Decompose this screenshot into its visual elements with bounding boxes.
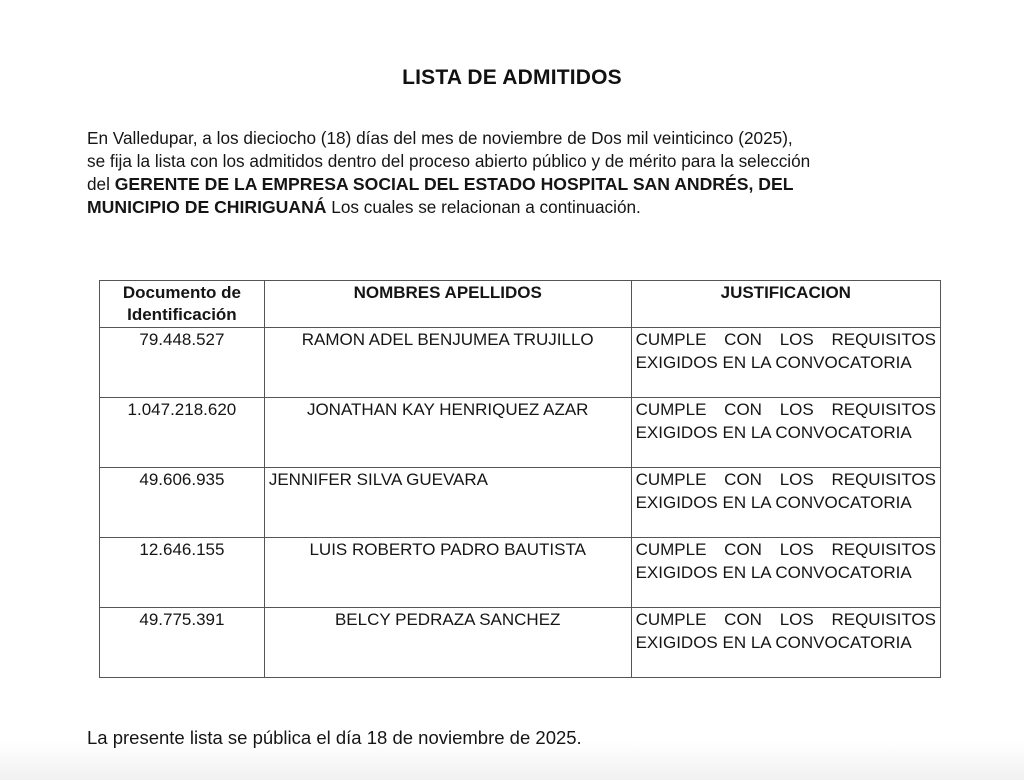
header-justification: JUSTIFICACION [631,281,940,328]
table-row [100,398,941,468]
table-row [100,468,941,538]
cell-justification: CUMPLE CON LOS REQUISITOS EXIGIDOS EN LA CONVOCATORIA [631,468,940,538]
municipality-name: MUNICIPIO DE CHIRIGUANÁ [87,197,327,217]
intro-suffix: Los cuales se relacionan a continuación. [326,197,641,217]
header-document: Documento de Identificación [100,281,265,328]
intro-line-1: En Valledupar, a los dieciocho (18) días del mes de noviembre de Dos mil veinticinco (2025), [87,128,793,148]
cell-document: 1.047.218.620 [100,398,265,468]
intro-line-4 [87,196,937,219]
cell-names: RAMON ADEL BENJUMEA TRUJILLO [264,328,631,398]
cell-justification: CUMPLE CON LOS REQUISITOS EXIGIDOS EN LA CONVOCATORIA [631,608,940,678]
cell-names: BELCY PEDRAZA SANCHEZ [264,608,631,678]
table-row [100,328,941,398]
position-title: GERENTE DE LA EMPRESA SOCIAL DEL ESTADO HOSPITAL SAN ANDRÉS, DEL [114,174,794,194]
cell-justification: CUMPLE CON LOS REQUISITOS EXIGIDOS EN LA CONVOCATORIA [631,538,940,608]
table-row [100,608,941,678]
cell-justification: CUMPLE CON LOS REQUISITOS EXIGIDOS EN LA CONVOCATORIA [631,328,940,398]
cell-names: JONATHAN KAY HENRIQUEZ AZAR [264,398,631,468]
cell-names: JENNIFER SILVA GUEVARA [264,468,631,538]
intro-line-2: se fija la lista con los admitidos dentro del proceso abierto público y de mérito para la selección [87,151,811,171]
cell-document: 49.606.935 [100,468,265,538]
cell-document: 49.775.391 [100,608,265,678]
cell-document: 79.448.527 [100,328,265,398]
cell-names: LUIS ROBERTO PADRO BAUTISTA [264,538,631,608]
table-row [100,538,941,608]
document-title: LISTA DE ADMITIDOS [402,66,622,89]
cell-justification: CUMPLE CON LOS REQUISITOS EXIGIDOS EN LA CONVOCATORIA [631,398,940,468]
intro-prefix: del [87,174,115,194]
table-header-row [100,281,941,328]
publication-note: La presente lista se pública el día 18 de noviembre de 2025. [87,727,582,748]
intro-paragraph [87,127,937,219]
admitted-table [99,280,941,678]
intro-line-3 [87,173,937,196]
cell-document: 12.646.155 [100,538,265,608]
header-names: NOMBRES APELLIDOS [264,281,631,328]
